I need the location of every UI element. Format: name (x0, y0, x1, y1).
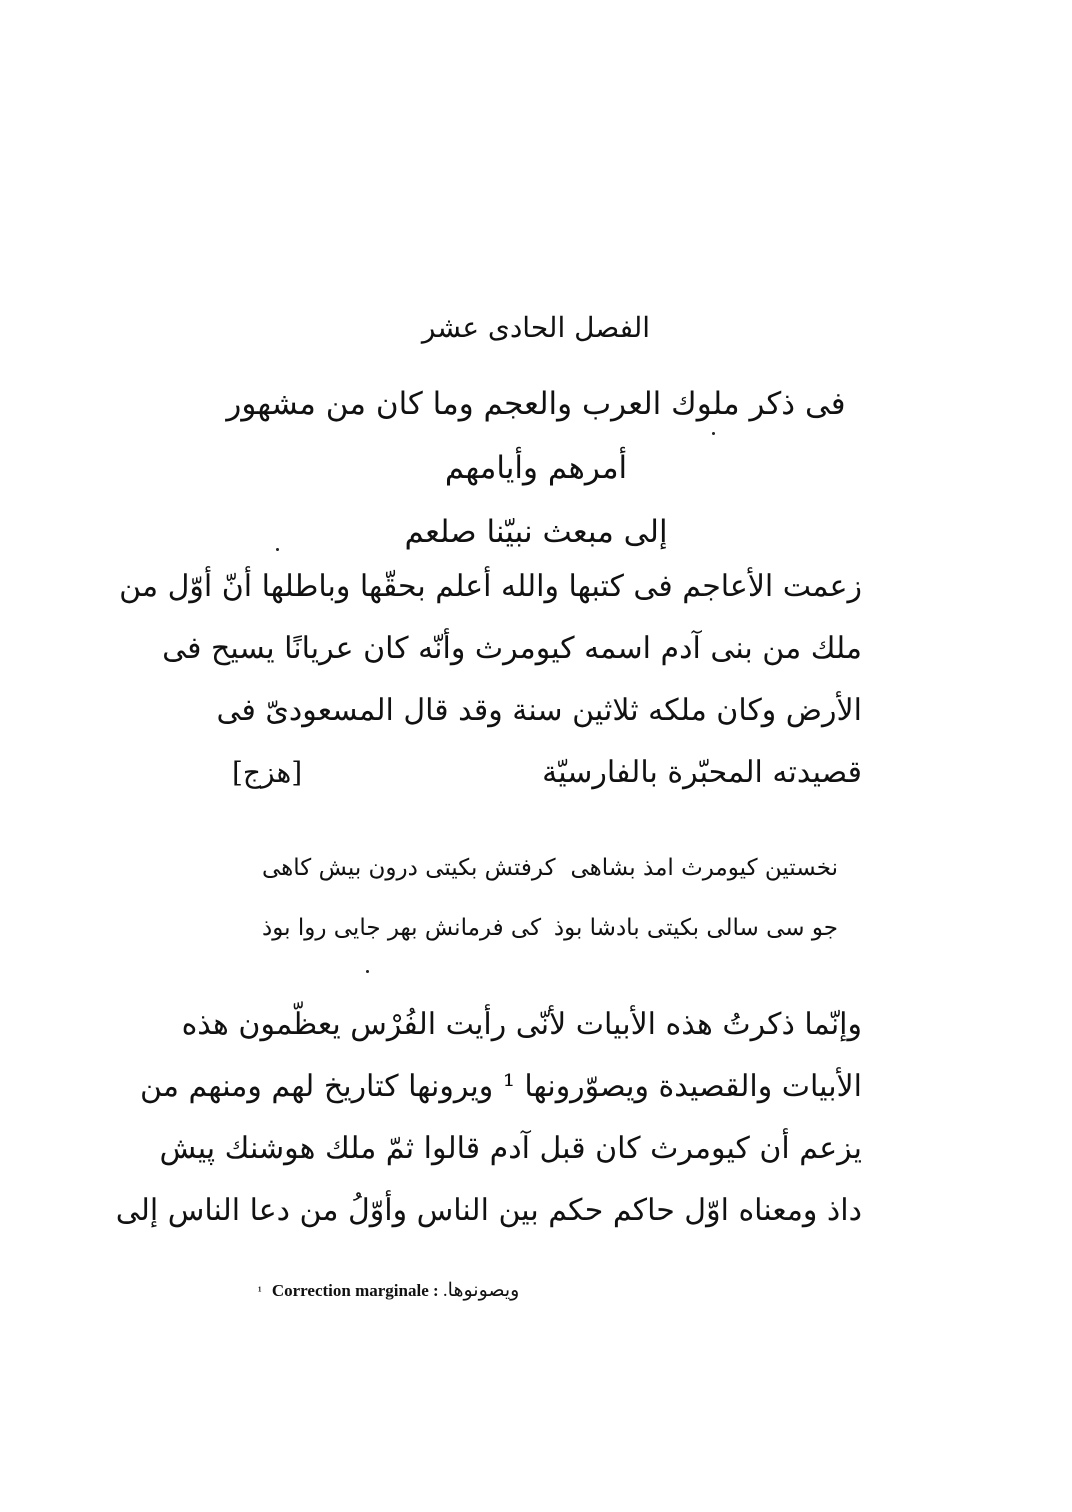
paragraph-1-line-2: ملك من بنى آدم اسمه كيومرث وأنّه كان عريانًا يسيح فى (162, 631, 862, 666)
stray-dot (276, 548, 279, 551)
verse-2 (262, 908, 838, 948)
paragraph-2-line-4: داذ ومعناه اوّل حاكم حكم بين الناس وأوّلُ من دعا الناس إلى (115, 1193, 862, 1228)
verse-2-hemistich-left: كى فرمانش بهر جايى روا بوذ (262, 915, 542, 941)
verse-1 (262, 848, 838, 888)
footnote (258, 1278, 519, 1304)
footnote-text: Correction marginale : (271, 1281, 439, 1300)
paragraph-2-line-2: الأبيات والقصيدة ويصوّرونها ¹ ويرونها كتاريخ لهم ومنهم من (140, 1069, 862, 1104)
meter-label: [هزج] (232, 756, 303, 789)
paragraph-1-line-4: قصيدته المحبّرة بالفارسيّة (542, 755, 862, 790)
verse-1-hemistich-left: كرفتش بكيتى درون بيش كاهى (262, 855, 556, 881)
paragraph-2-line-3: يزعم أن كيومرث كان قبل آدم قالوا ثمّ ملك هوشنك پيش (159, 1131, 862, 1166)
footnote-arabic: ويصونوها. (442, 1280, 520, 1301)
stray-dot (366, 970, 369, 973)
footnote-marker: ¹ (258, 1284, 262, 1298)
paragraph-1-line-1: زعمت الأعاجم فى كتبها والله أعلم بحقّها وباطلها أنّ أوّل من (119, 569, 862, 604)
chapter-title-line-2: إلى مبعث نبيّنا صلعم (404, 514, 668, 550)
paragraph-2-line-1: وإنّما ذكرتُ هذه الأبيات لأنّى رأيت الفُرْس يعظّمون هذه (181, 1007, 862, 1042)
verse-1-hemistich-right: نخستين كيومرث امذ بشاهى (570, 855, 838, 881)
stray-dot (712, 432, 715, 435)
verse-2-hemistich-right: جو سى سالى بكيتى بادشا بوذ (553, 915, 838, 941)
chapter-title (200, 372, 872, 564)
chapter-title-line-1: فى ذكر ملوك العرب والعجم وما كان من مشهور أمرهم وأيامهم (226, 386, 846, 486)
paragraph-1-line-3: الأرض وكان ملكه ثلاثين سنة وقد قال المسعودىّ فى (216, 693, 862, 728)
chapter-heading: الفصل الحادى عشر (421, 311, 651, 344)
